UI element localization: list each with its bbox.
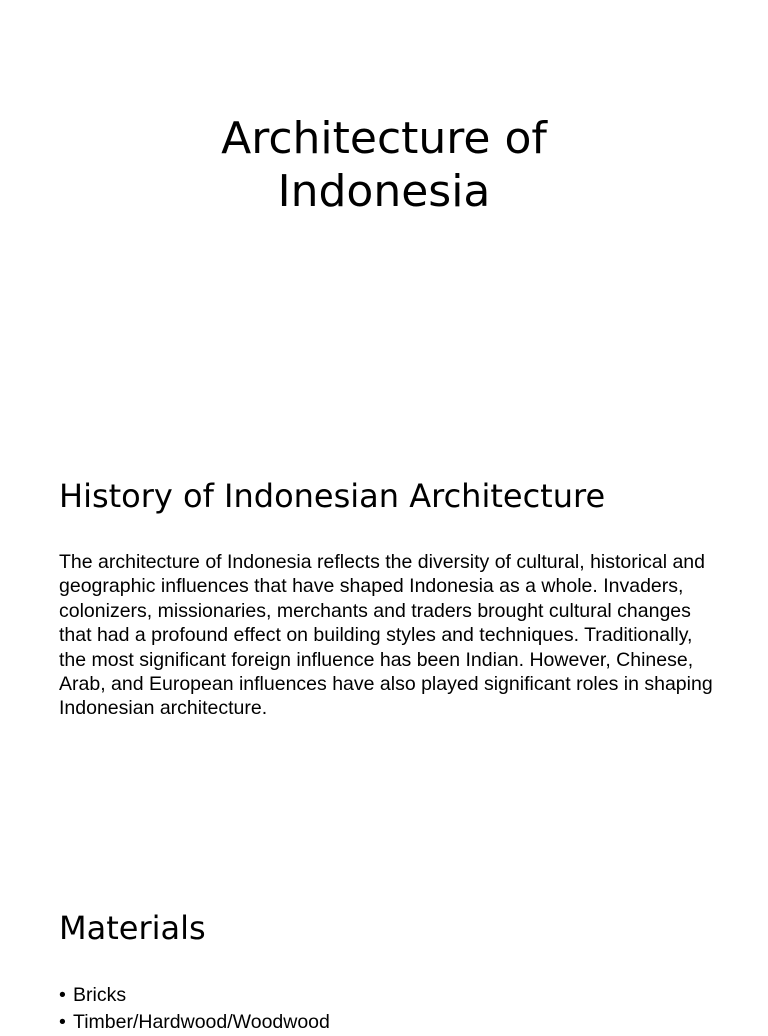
list-item-label: Bricks (73, 984, 127, 1006)
history-paragraph: The architecture of Indonesia reflects the diversity of cultural, historical and geographic influences that have shaped Indonesia as a whole. Invaders, colonizers, missionaries, merchants and traders brought cultural changes that had a profound effect on building styles and techniques. Traditionally, the most significant foreign influence has been Indian. However, Chinese, Arab, and European influences have also played significant roles in shaping Indonesian architecture. (59, 551, 713, 720)
materials-list (59, 982, 330, 1036)
title-line-1: Architecture of (221, 113, 547, 164)
title-line-2: Indonesia (277, 166, 491, 217)
history-heading: History of Indonesian Architecture (59, 477, 606, 515)
bullet-icon: • (59, 1011, 66, 1033)
list-item (59, 982, 330, 1009)
list-item (59, 1009, 330, 1036)
materials-heading: Materials (59, 909, 206, 947)
bullet-icon: • (59, 984, 66, 1006)
list-item-label: Timber/Hardwood/Woodwood (73, 1011, 330, 1033)
presentation-title (0, 112, 768, 218)
